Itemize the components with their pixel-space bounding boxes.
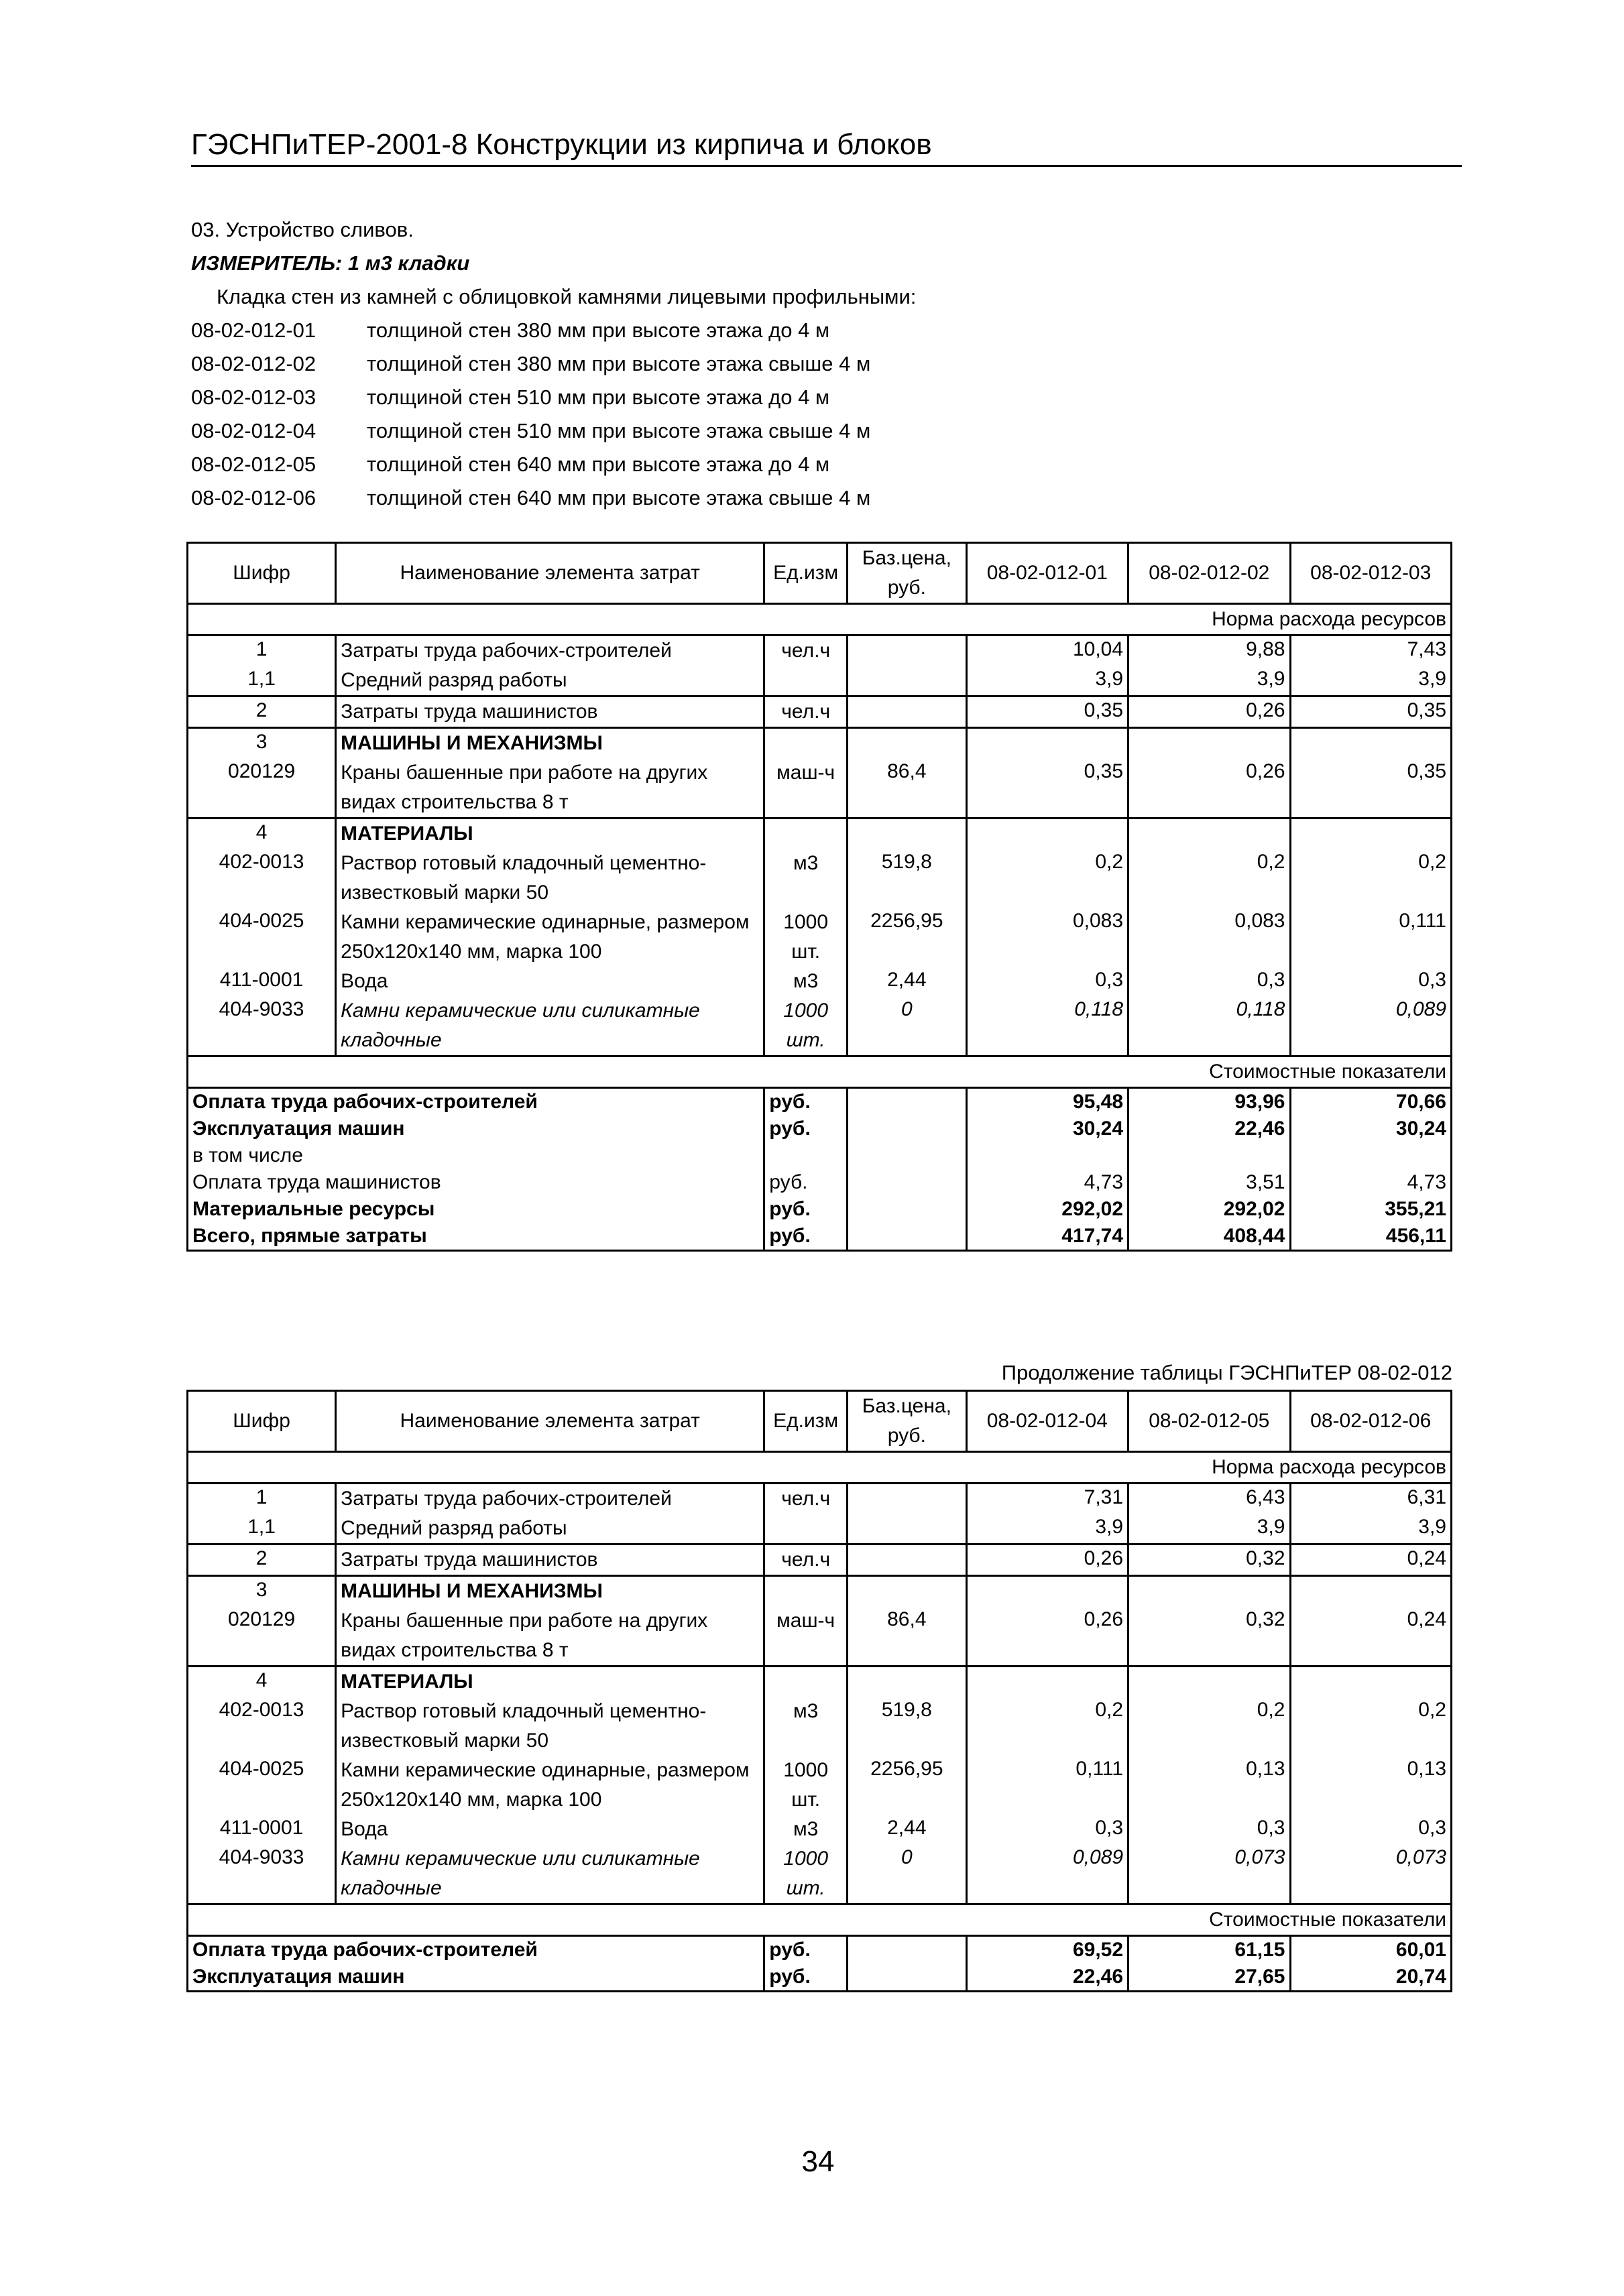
- row-name: Раствор готовый кладочный цементно-известковый марки 50: [336, 849, 764, 908]
- row-code: 4: [188, 1667, 336, 1697]
- header-price: Баз.цена, руб.: [848, 543, 967, 604]
- table-row: [188, 1514, 1452, 1545]
- row-value: 0,35: [966, 758, 1128, 819]
- row-value: 0,24: [1290, 1545, 1452, 1576]
- row-name: Вода: [336, 1815, 764, 1844]
- row-code: 404-0025: [219, 910, 304, 932]
- section-title: 03. Устройство сливов.: [191, 218, 414, 241]
- row-value: 10,04: [966, 636, 1128, 666]
- row-code: 404-0025: [219, 1758, 304, 1780]
- row-value: 0,083: [966, 908, 1128, 967]
- table-row: [188, 1606, 1452, 1667]
- row-unit: м3: [764, 1815, 848, 1844]
- cost-name: Всего, прямые затраты: [192, 1225, 427, 1247]
- intro-item: [191, 481, 916, 515]
- cost-value: 60,01: [1290, 1936, 1452, 1964]
- norm-label: Норма расхода ресурсов: [188, 1452, 1452, 1484]
- row-unit: чел.ч: [764, 697, 848, 728]
- table-row: [188, 758, 1452, 819]
- cost-name: Материальные ресурсы: [192, 1198, 435, 1220]
- table-row: [188, 1484, 1452, 1514]
- cost-value: 20,74: [1290, 1963, 1452, 1992]
- row-unit: м3: [764, 849, 848, 908]
- intro-block: [191, 213, 916, 515]
- row-value: [1290, 1667, 1452, 1697]
- row-value: 0,2: [1128, 1697, 1290, 1756]
- header-code: Шифр: [233, 1410, 290, 1432]
- row-code: 020129: [228, 1608, 296, 1630]
- cost-label: Стоимостные показатели: [188, 1905, 1452, 1936]
- row-code: 411-0001: [219, 1817, 304, 1839]
- intro-item-text: толщиной стен 510 мм при высоте этажа до 4 м: [367, 385, 830, 409]
- row-unit: [764, 728, 848, 759]
- header-name: Наименование элемента затрат: [336, 1391, 764, 1452]
- row-price: 86,4: [848, 758, 967, 819]
- row-value: 0,13: [1128, 1756, 1290, 1815]
- row-value: [1290, 728, 1452, 759]
- header-rate-code: 08-02-012-05: [1128, 1391, 1290, 1452]
- cost-unit: руб.: [764, 1223, 848, 1251]
- row-value: 0,32: [1128, 1545, 1290, 1576]
- table-row: [188, 908, 1452, 967]
- row-value: 0,2: [1290, 1697, 1452, 1756]
- cost-value: 27,65: [1128, 1963, 1290, 1992]
- row-value: 0,3: [1128, 967, 1290, 996]
- cost-name: Оплата труда машинистов: [192, 1171, 441, 1193]
- intro-item: [191, 448, 916, 481]
- cost-unit: руб.: [764, 1963, 848, 1992]
- row-value: 0,24: [1290, 1606, 1452, 1667]
- row-unit: 1000 шт.: [764, 1756, 848, 1815]
- header-unit: Ед.изм: [764, 543, 848, 604]
- table-row: [188, 666, 1452, 697]
- cost-label-row: [188, 1056, 1452, 1088]
- row-name: Вода: [336, 967, 764, 996]
- cost-unit: [764, 1142, 848, 1169]
- table-row: [188, 1545, 1452, 1576]
- row-name: Затраты труда рабочих-строителей: [336, 636, 764, 666]
- cost-value: 4,73: [966, 1169, 1128, 1196]
- row-value: 0,2: [966, 1697, 1128, 1756]
- row-value: 3,9: [966, 666, 1128, 697]
- cost-unit: руб.: [764, 1196, 848, 1223]
- row-value: 0,3: [966, 967, 1128, 996]
- continuation-note: Продолжение таблицы ГЭСНПиТЕР 08-02-012: [1001, 1361, 1452, 1384]
- cost-value: 61,15: [1128, 1936, 1290, 1964]
- row-code: 1: [188, 636, 336, 666]
- intro-item-code: 08-02-012-06: [191, 486, 316, 509]
- cost-row: [188, 1088, 1452, 1116]
- row-value: 0,26: [966, 1606, 1128, 1667]
- row-unit: [764, 666, 848, 697]
- row-name: Камни керамические или силикатные кладочные: [336, 1844, 764, 1905]
- cost-value: [966, 1142, 1128, 1169]
- intro-description: Кладка стен из камней с облицовкой камнями лицевыми профильными:: [217, 285, 917, 308]
- row-unit: 1000 шт.: [764, 908, 848, 967]
- row-value: 0,26: [1128, 697, 1290, 728]
- row-value: [966, 819, 1128, 849]
- norm-label: Норма расхода ресурсов: [188, 604, 1452, 636]
- row-code: 411-0001: [219, 969, 304, 991]
- header-unit: Ед.изм: [764, 1391, 848, 1452]
- row-value: 0,3: [966, 1815, 1128, 1844]
- cost-value: 417,74: [966, 1223, 1128, 1251]
- row-value: 0,111: [1290, 908, 1452, 967]
- table-row: [188, 819, 1452, 849]
- cost-value: 30,24: [966, 1115, 1128, 1142]
- row-name: МАТЕРИАЛЫ: [336, 819, 764, 849]
- row-name: Камни керамические или силикатные кладочные: [336, 996, 764, 1056]
- header-price: Баз.цена, руб.: [848, 1391, 967, 1452]
- row-value: 0,32: [1128, 1606, 1290, 1667]
- header-rate-code: 08-02-012-01: [966, 543, 1128, 604]
- row-unit: [764, 1667, 848, 1697]
- row-value: [1128, 728, 1290, 759]
- row-value: [1128, 1667, 1290, 1697]
- cost-name: Оплата труда рабочих-строителей: [192, 1091, 538, 1113]
- measure-unit: ИЗМЕРИТЕЛЬ: 1 м3 кладки: [191, 251, 470, 275]
- row-price: [848, 1576, 967, 1607]
- row-code: 3: [188, 728, 336, 759]
- intro-item-code: 08-02-012-01: [191, 318, 316, 342]
- row-price: 86,4: [848, 1606, 967, 1667]
- cost-name: в том числе: [192, 1144, 303, 1166]
- resource-table-1: [186, 542, 1452, 1252]
- row-value: 0,083: [1128, 908, 1290, 967]
- header-rate-code: 08-02-012-03: [1290, 543, 1452, 604]
- header-rate-code: 08-02-012-04: [966, 1391, 1128, 1452]
- row-name: Раствор готовый кладочный цементно-известковый марки 50: [336, 1697, 764, 1756]
- row-value: 0,3: [1128, 1815, 1290, 1844]
- intro-item-text: толщиной стен 640 мм при высоте этажа до 4 м: [367, 452, 830, 476]
- row-value: 3,9: [1128, 1514, 1290, 1545]
- cost-price: [848, 1088, 967, 1116]
- table-row: [188, 636, 1452, 666]
- row-value: 0,35: [966, 697, 1128, 728]
- cost-row: [188, 1196, 1452, 1223]
- row-value: 3,9: [1290, 1514, 1452, 1545]
- intro-item: [191, 347, 916, 381]
- table-header-row: [188, 543, 1452, 604]
- table-row: [188, 697, 1452, 728]
- row-value: 0,26: [1128, 758, 1290, 819]
- intro-item-code: 08-02-012-03: [191, 385, 316, 409]
- row-value: 6,43: [1128, 1484, 1290, 1514]
- cost-price: [848, 1142, 967, 1169]
- cost-unit: руб.: [764, 1088, 848, 1116]
- row-value: 0,118: [1128, 996, 1290, 1056]
- cost-value: 456,11: [1290, 1223, 1452, 1251]
- row-value: 0,089: [966, 1844, 1128, 1905]
- row-name: Камни керамические одинарные, размером 250х120х140 мм, марка 100: [336, 1756, 764, 1815]
- cost-value: 22,46: [966, 1963, 1128, 1992]
- norm-label-row: [188, 604, 1452, 636]
- cost-name: Эксплуатация машин: [192, 1117, 405, 1140]
- cost-row: [188, 1223, 1452, 1251]
- row-unit: [764, 819, 848, 849]
- cost-value: 408,44: [1128, 1223, 1290, 1251]
- row-value: 3,9: [1290, 666, 1452, 697]
- table-row: [188, 1815, 1452, 1844]
- row-code: 020129: [228, 760, 296, 782]
- row-value: 0,073: [1128, 1844, 1290, 1905]
- row-value: 0,2: [966, 849, 1128, 908]
- page-number: 34: [801, 2145, 835, 2178]
- row-value: 0,26: [966, 1545, 1128, 1576]
- cost-label: Стоимостные показатели: [188, 1056, 1452, 1088]
- row-price: 2256,95: [848, 1756, 967, 1815]
- row-value: 3,9: [966, 1514, 1128, 1545]
- row-value: 0,111: [966, 1756, 1128, 1815]
- cost-price: [848, 1223, 967, 1251]
- row-value: [966, 728, 1128, 759]
- row-value: 0,089: [1290, 996, 1452, 1056]
- row-code: 402-0013: [219, 851, 304, 873]
- cost-value: 292,02: [966, 1196, 1128, 1223]
- row-value: [1128, 1576, 1290, 1607]
- cost-value: 95,48: [966, 1088, 1128, 1116]
- cost-value: 22,46: [1128, 1115, 1290, 1142]
- row-value: [1290, 1576, 1452, 1607]
- row-code: 404-9033: [219, 1846, 304, 1868]
- cost-unit: руб.: [764, 1169, 848, 1196]
- row-price: [848, 1484, 967, 1514]
- intro-item-code: 08-02-012-04: [191, 419, 316, 442]
- row-value: [1128, 819, 1290, 849]
- row-code: 404-9033: [219, 998, 304, 1020]
- cost-price: [848, 1196, 967, 1223]
- row-price: 0: [848, 1844, 967, 1905]
- cost-row: [188, 1142, 1452, 1169]
- row-unit: маш-ч: [764, 1606, 848, 1667]
- row-price: 2,44: [848, 1815, 967, 1844]
- intro-item: [191, 414, 916, 448]
- row-price: 519,8: [848, 1697, 967, 1756]
- row-price: [848, 697, 967, 728]
- page-header: ГЭСНПиТЕР-2001-8 Конструкции из кирпича и блоков: [191, 126, 1462, 167]
- row-name: Затраты труда рабочих-строителей: [336, 1484, 764, 1514]
- row-value: 7,43: [1290, 636, 1452, 666]
- row-value: 0,2: [1290, 849, 1452, 908]
- row-code: 2: [188, 1545, 336, 1576]
- row-value: 0,3: [1290, 1815, 1452, 1844]
- row-value: [1290, 819, 1452, 849]
- cost-price: [848, 1963, 967, 1992]
- row-name: МАТЕРИАЛЫ: [336, 1667, 764, 1697]
- row-unit: чел.ч: [764, 1484, 848, 1514]
- row-unit: м3: [764, 1697, 848, 1756]
- row-unit: маш-ч: [764, 758, 848, 819]
- intro-item-text: толщиной стен 380 мм при высоте этажа свыше 4 м: [367, 352, 871, 375]
- header-rate-code: 08-02-012-06: [1290, 1391, 1452, 1452]
- row-unit: 1000 шт.: [764, 1844, 848, 1905]
- row-price: [848, 728, 967, 759]
- row-price: 0: [848, 996, 967, 1056]
- cost-value: 93,96: [1128, 1088, 1290, 1116]
- row-code: 1: [188, 1484, 336, 1514]
- row-value: [966, 1576, 1128, 1607]
- cost-row: [188, 1115, 1452, 1142]
- row-price: [848, 819, 967, 849]
- row-price: [848, 1514, 967, 1545]
- cost-value: 4,73: [1290, 1169, 1452, 1196]
- row-unit: чел.ч: [764, 1545, 848, 1576]
- table-row: [188, 1576, 1452, 1607]
- table-row: [188, 1844, 1452, 1905]
- intro-item-text: толщиной стен 510 мм при высоте этажа свыше 4 м: [367, 419, 871, 442]
- row-price: [848, 1667, 967, 1697]
- intro-item-text: толщиной стен 380 мм при высоте этажа до 4 м: [367, 318, 830, 342]
- cost-row: [188, 1963, 1452, 1992]
- row-value: 0,118: [966, 996, 1128, 1056]
- intro-item-list: [191, 314, 916, 515]
- row-code: 4: [188, 819, 336, 849]
- row-value: 0,35: [1290, 758, 1452, 819]
- row-value: 3,9: [1128, 666, 1290, 697]
- row-value: 0,073: [1290, 1844, 1452, 1905]
- row-price: [848, 666, 967, 697]
- cost-price: [848, 1169, 967, 1196]
- table-row: [188, 1667, 1452, 1697]
- table-row: [188, 1697, 1452, 1756]
- cost-value: 355,21: [1290, 1196, 1452, 1223]
- cost-value: 3,51: [1128, 1169, 1290, 1196]
- intro-item-text: толщиной стен 640 мм при высоте этажа свыше 4 м: [367, 486, 871, 509]
- row-value: 0,2: [1128, 849, 1290, 908]
- row-value: 0,3: [1290, 967, 1452, 996]
- cost-value: [1128, 1142, 1290, 1169]
- cost-row: [188, 1936, 1452, 1964]
- row-name: Средний разряд работы: [336, 666, 764, 697]
- header-code: Шифр: [233, 562, 290, 584]
- row-price: [848, 636, 967, 666]
- table-row: [188, 996, 1452, 1056]
- cost-price: [848, 1936, 967, 1964]
- table-row: [188, 849, 1452, 908]
- cost-label-row: [188, 1905, 1452, 1936]
- row-value: [966, 1667, 1128, 1697]
- cost-value: [1290, 1142, 1452, 1169]
- resource-table-2: [186, 1390, 1452, 1992]
- cost-name: Эксплуатация машин: [192, 1966, 405, 1988]
- row-unit: 1000 шт.: [764, 996, 848, 1056]
- header-rate-code: 08-02-012-02: [1128, 543, 1290, 604]
- row-value: 0,13: [1290, 1756, 1452, 1815]
- intro-item: [191, 381, 916, 414]
- row-value: 7,31: [966, 1484, 1128, 1514]
- table-row: [188, 728, 1452, 759]
- row-value: 6,31: [1290, 1484, 1452, 1514]
- cost-unit: руб.: [764, 1936, 848, 1964]
- cost-row: [188, 1169, 1452, 1196]
- intro-item-code: 08-02-012-05: [191, 452, 316, 476]
- row-name: Средний разряд работы: [336, 1514, 764, 1545]
- row-code: 3: [188, 1576, 336, 1607]
- row-name: МАШИНЫ И МЕХАНИЗМЫ: [336, 1576, 764, 1607]
- row-name: МАШИНЫ И МЕХАНИЗМЫ: [336, 728, 764, 759]
- cost-value: 69,52: [966, 1936, 1128, 1964]
- cost-price: [848, 1115, 967, 1142]
- table-row: [188, 1756, 1452, 1815]
- cost-value: 70,66: [1290, 1088, 1452, 1116]
- row-price: 519,8: [848, 849, 967, 908]
- row-value: 9,88: [1128, 636, 1290, 666]
- row-unit: м3: [764, 967, 848, 996]
- intro-item-code: 08-02-012-02: [191, 352, 316, 375]
- row-value: 0,35: [1290, 697, 1452, 728]
- row-name: Краны башенные при работе на других видах строительства 8 т: [336, 758, 764, 819]
- row-name: Затраты труда машинистов: [336, 1545, 764, 1576]
- row-price: 2256,95: [848, 908, 967, 967]
- row-price: 2,44: [848, 967, 967, 996]
- row-code: 1,1: [247, 1516, 276, 1538]
- row-unit: чел.ч: [764, 636, 848, 666]
- row-name: Затраты труда машинистов: [336, 697, 764, 728]
- row-name: Камни керамические одинарные, размером 250х120х140 мм, марка 100: [336, 908, 764, 967]
- header-name: Наименование элемента затрат: [336, 543, 764, 604]
- row-code: 1,1: [247, 668, 276, 690]
- row-unit: [764, 1576, 848, 1607]
- norm-label-row: [188, 1452, 1452, 1484]
- row-code: 2: [188, 697, 336, 728]
- cost-value: 292,02: [1128, 1196, 1290, 1223]
- row-name: Краны башенные при работе на других видах строительства 8 т: [336, 1606, 764, 1667]
- cost-unit: руб.: [764, 1115, 848, 1142]
- table-header-row: [188, 1391, 1452, 1452]
- row-unit: [764, 1514, 848, 1545]
- row-code: 402-0013: [219, 1699, 304, 1721]
- table-row: [188, 967, 1452, 996]
- cost-value: 30,24: [1290, 1115, 1452, 1142]
- row-price: [848, 1545, 967, 1576]
- intro-item: [191, 314, 916, 347]
- cost-name: Оплата труда рабочих-строителей: [192, 1939, 538, 1961]
